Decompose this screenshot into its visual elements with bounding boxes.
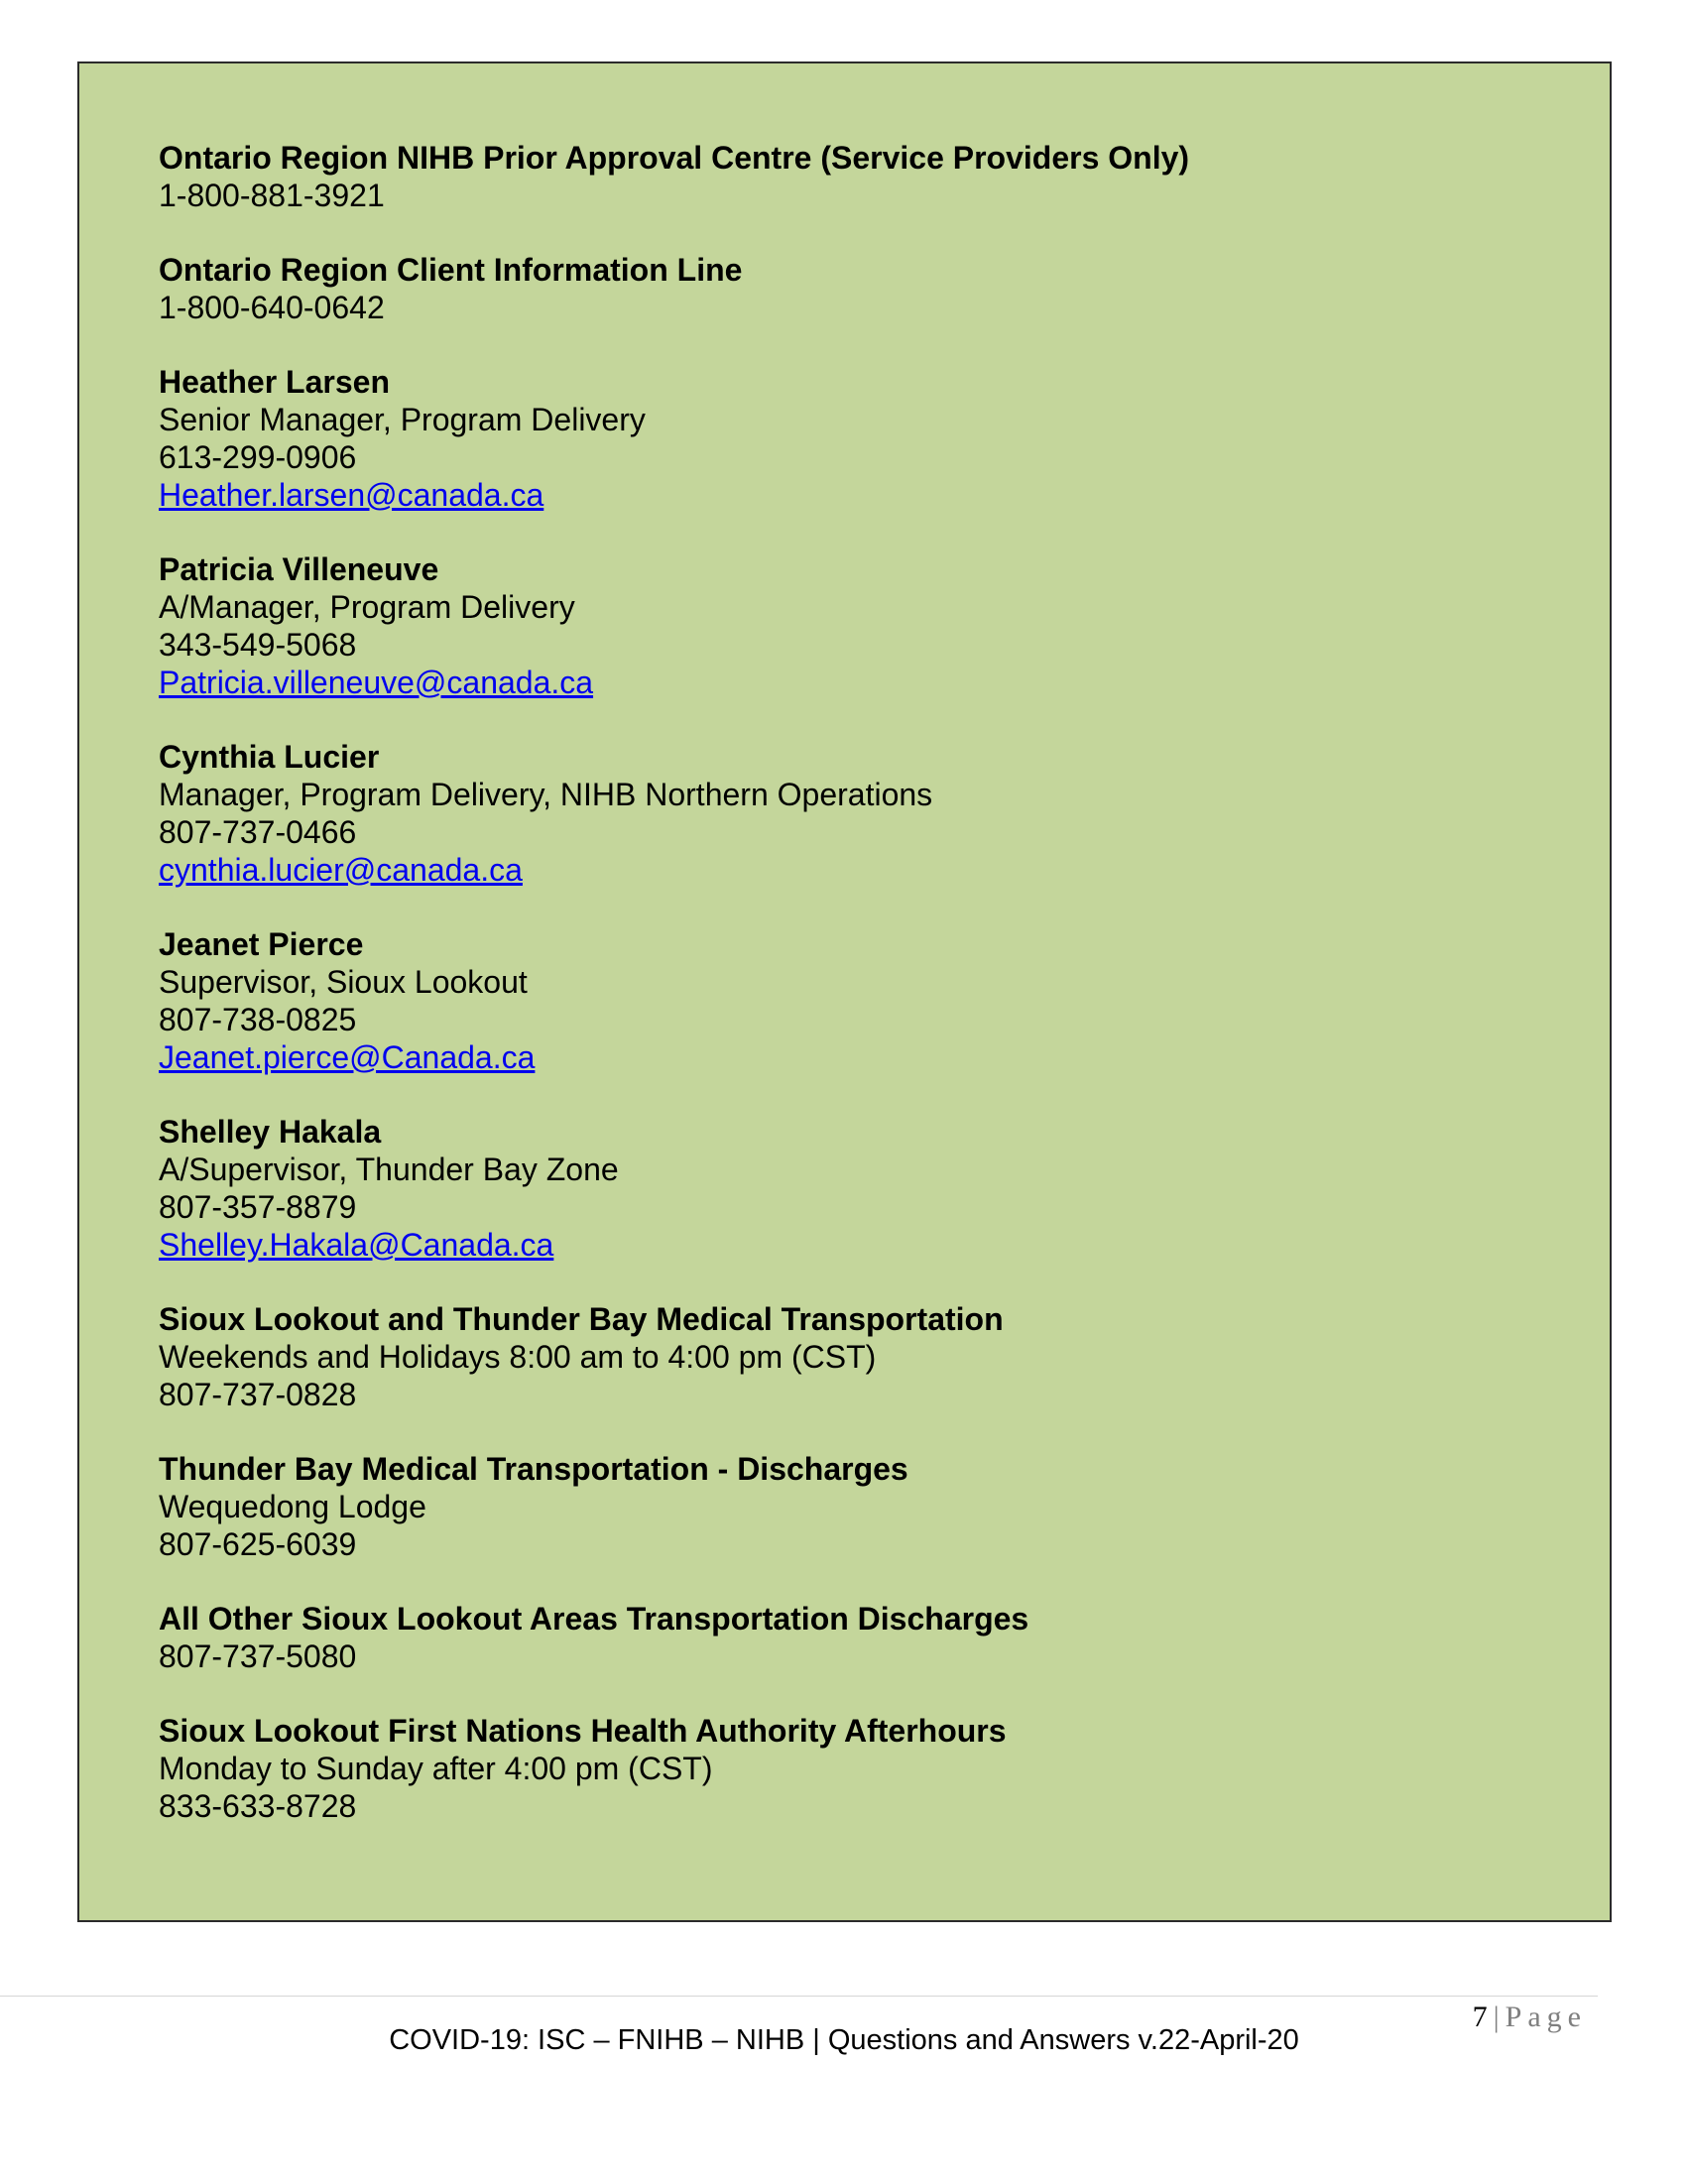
contact-detail-line: 1-800-640-0642 <box>159 290 385 325</box>
contact-detail-line: 807-737-0466 <box>159 814 357 850</box>
contact-email-row <box>159 664 1527 701</box>
contact-detail-line: 807-738-0825 <box>159 1002 357 1037</box>
contact-entry <box>159 738 1527 889</box>
contact-name: Sioux Lookout First Nations Health Authority Afterhours <box>159 1713 1007 1749</box>
contact-detail-line: A/Supervisor, Thunder Bay Zone <box>159 1152 619 1187</box>
contact-name: Ontario Region Client Information Line <box>159 252 743 288</box>
contact-name: All Other Sioux Lookout Areas Transportation Discharges <box>159 1601 1029 1637</box>
contact-name: Patricia Villeneuve <box>159 551 439 587</box>
contact-detail-line: Manager, Program Delivery, NIHB Northern Operations <box>159 777 933 812</box>
contact-entry <box>159 251 1527 326</box>
contact-detail-line: A/Manager, Program Delivery <box>159 589 575 625</box>
contact-email-link[interactable]: Shelley.Hakala@Canada.ca <box>159 1227 554 1263</box>
contact-entry <box>159 550 1527 701</box>
contact-name: Sioux Lookout and Thunder Bay Medical Transportation <box>159 1301 1004 1337</box>
contact-detail-line: 343-549-5068 <box>159 627 357 663</box>
contact-detail-line: 1-800-881-3921 <box>159 178 385 213</box>
contact-detail-line: 613-299-0906 <box>159 439 357 475</box>
contact-detail-line: 833-633-8728 <box>159 1788 357 1824</box>
contact-email-link[interactable]: cynthia.lucier@canada.ca <box>159 852 523 888</box>
contact-entry <box>159 925 1527 1076</box>
contact-detail-line: 807-737-0828 <box>159 1377 357 1412</box>
contact-detail-line: 807-357-8879 <box>159 1189 357 1225</box>
contact-entry <box>159 1113 1527 1264</box>
contact-name: Heather Larsen <box>159 364 390 400</box>
contact-detail-line: Senior Manager, Program Delivery <box>159 402 646 437</box>
contact-entry <box>159 1712 1527 1825</box>
contact-entry <box>159 1300 1527 1413</box>
contact-email-link[interactable]: Jeanet.pierce@Canada.ca <box>159 1039 536 1075</box>
contact-name: Ontario Region NIHB Prior Approval Centre (Service Providers Only) <box>159 140 1190 176</box>
contact-detail-line: 807-737-5080 <box>159 1638 357 1674</box>
contact-detail-line: Weekends and Holidays 8:00 am to 4:00 pm (CST) <box>159 1339 877 1375</box>
contact-email-row <box>159 1226 1527 1264</box>
contact-detail-line: 807-625-6039 <box>159 1526 357 1562</box>
contact-email-link[interactable]: Patricia.villeneuve@canada.ca <box>159 665 594 700</box>
contact-name: Jeanet Pierce <box>159 926 364 962</box>
contact-detail-line: Wequedong Lodge <box>159 1489 426 1524</box>
contact-email-row <box>159 851 1527 889</box>
contact-name: Shelley Hakala <box>159 1114 382 1150</box>
contact-entry <box>159 1600 1527 1675</box>
footer-document-title: COVID-19: ISC – FNIHB – NIHB | Questions and Answers v.22-April-20 <box>389 2024 1299 2056</box>
contact-box <box>77 61 1612 1922</box>
page-number: 7 <box>1472 2001 1488 2033</box>
contact-email-row <box>159 1038 1527 1076</box>
contact-entry <box>159 1450 1527 1563</box>
contact-detail-line: Supervisor, Sioux Lookout <box>159 964 528 1000</box>
contact-entry <box>159 139 1527 214</box>
contact-name: Thunder Bay Medical Transportation - Discharges <box>159 1451 908 1487</box>
contact-name: Cynthia Lucier <box>159 739 380 775</box>
contact-email-link[interactable]: Heather.larsen@canada.ca <box>159 477 544 513</box>
contact-entry <box>159 363 1527 514</box>
footer-divider <box>0 1996 1598 1997</box>
page-number-separator: | <box>1493 2001 1500 2033</box>
page-label: Page <box>1505 2001 1587 2033</box>
contact-list <box>159 139 1527 1862</box>
contact-detail-line: Monday to Sunday after 4:00 pm (CST) <box>159 1751 713 1786</box>
contact-email-row <box>159 476 1527 514</box>
